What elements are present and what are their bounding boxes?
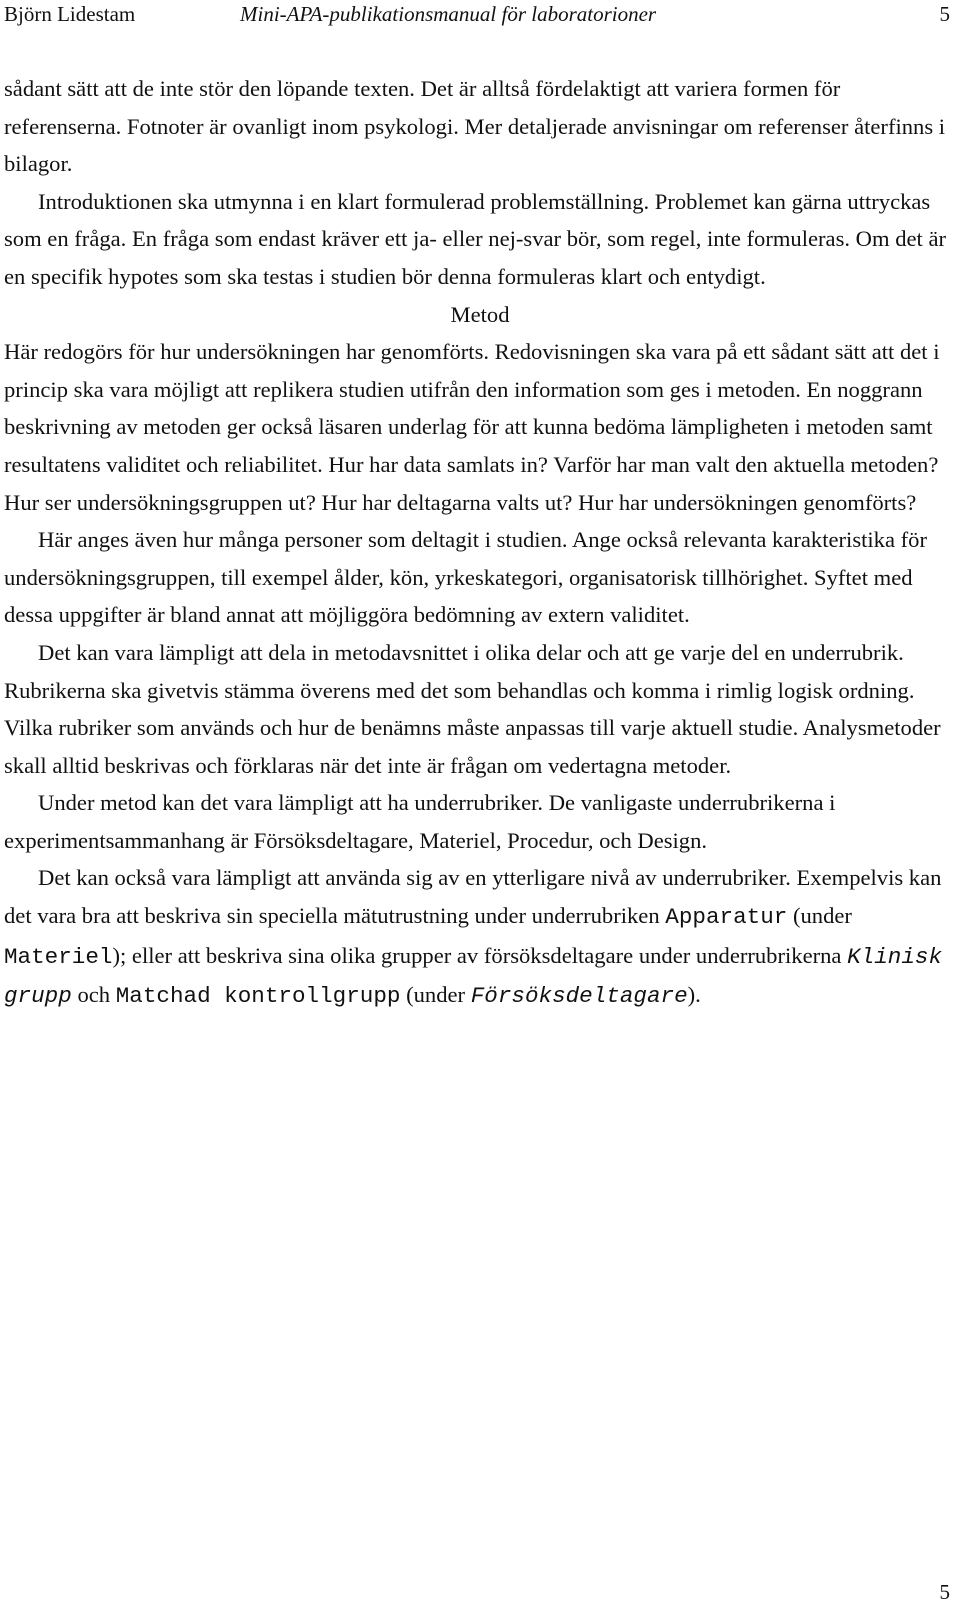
text-run: ); eller att beskriva sina olika grupper av försöksdeltagare under underrubrikerna (112, 942, 848, 968)
code-matchad-kontrollgrupp: Matchad kontrollgrupp (115, 983, 401, 1010)
page-body (4, 70, 956, 1016)
paragraph-underrubriker: Under metod kan det vara lämpligt att ha underrubriker. De vanligaste underrubrikerna i experimentsammanhang är Försöksdeltagare, Materiel, Procedur, och Design. (4, 790, 836, 853)
header-page-number: 5 (939, 2, 950, 26)
paragraph-introduction: Introduktionen ska utmynna i en klart formulerad problemställning. Problemet kan gärna uttryckas som en fråga. En fråga som endast kräver ett ja- eller nej-svar bör, som regel, inte formuleras. Om det är en specifik hypotes som ska testas i studien bör denna formuleras klart och entydigt. (4, 188, 947, 289)
footer-page-number: 5 (939, 1580, 950, 1604)
header-title: Mini-APA-publikationsmanual för laboratorioner (240, 2, 657, 26)
paragraph-participants: Här anges även hur många personer som deltagit i studien. Ange också relevanta karakteristika för undersökningsgruppen, till exempel ålder, kön, yrkeskategori, organisatorisk tillhörighet. Syftet med dessa uppgifter är bland annat att möjliggöra bedömning av extern validitet. (4, 527, 927, 628)
text-run: (under (787, 903, 852, 929)
paragraph-references-end: sådant sätt att de inte stör den löpande texten. Det är alltså fördelaktigt att variera formen för referenserna. Fotnoter är ovanligt inom psykologi. Mer detaljerade anvisningar om referenser återfinns i bilagor. (4, 76, 946, 177)
section-heading-metod: Metod (450, 301, 510, 327)
paragraph-subheadings: Det kan vara lämpligt att dela in metodavsnittet i olika delar och att ge varje del en underrubrik. Rubrikerna ska givetvis stämma överens med det som behandlas och komma i rimlig logisk ordning. Vilka rubriker som används och hur de benämns måste anpassas till varje aktuell studie. Analysmetoder skall alltid beskrivas och förklaras när det inte är frågan om vedertagna metoder. (4, 639, 941, 778)
text-run: ). (687, 982, 701, 1008)
paragraph-metod-overview: Här redogörs för hur undersökningen har genomförts. Redovisningen ska vara på ett sådant sätt att det i princip ska vara möjligt att replikera studien utifrån den information som ges i metoden. En noggrann beskrivning av metoden ger också läsaren underlag för att kunna bedöma lämpligheten i metoden samt resultatens validitet och reliabilitet. Hur har data samlats in? Varför har man valt den aktuella metoden? Hur ser undersökningsgruppen ut? Hur har deltagarna valts ut? Hur har undersökningen genomförts? (4, 339, 940, 515)
code-forsoksdeltagare: Försöksdeltagare (470, 983, 688, 1010)
code-apparatur: Apparatur (665, 904, 788, 931)
text-run: och (71, 982, 116, 1008)
code-materiel: Materiel (4, 943, 113, 970)
header-author: Björn Lidestam (4, 2, 136, 26)
text-run: (under (400, 982, 471, 1008)
paragraph-further-levels (4, 859, 956, 1015)
code-klinisk-grupp: Klinisk grupp (4, 943, 943, 1010)
text-run: Det kan också vara lämpligt att använda sig av en ytterligare nivå av underrubriker. Exempelvis kan det vara bra att beskriva sin speciella mätutrustning under underrubriken (4, 865, 942, 929)
running-header (0, 0, 960, 40)
